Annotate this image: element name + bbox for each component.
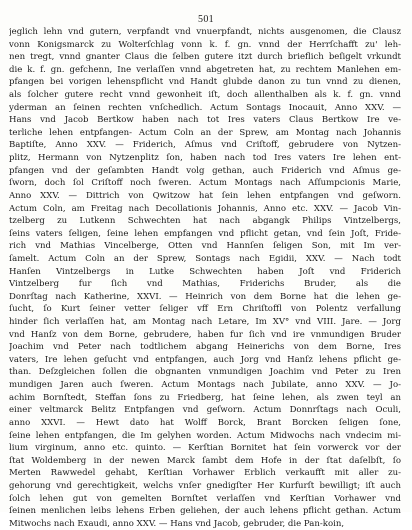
text-line: vnd Hanſz von dem Borne, gebrudere, haben fur ſich vnd ire vnmundigen Bruder bbox=[9, 329, 401, 340]
text-line: Vintzelberg fur ſich vnd Mathias, Friderichs Bruder, als die bbox=[9, 279, 401, 290]
text-line: hinder ſich verlaſſen hat, am Montag nach Letare, Im XV° vnd VIII. Jare. — Jorg bbox=[9, 317, 401, 328]
text-line: pfangen bei vorigen lehenspflicht vnd Handt glubde danon zu tun vnnd zu dienen, bbox=[9, 77, 401, 88]
text-line: pfangen vnd der geſambten Handt volg gethan, auch Friderich vnd Aſmus ge- bbox=[9, 165, 401, 176]
text-line: rich vnd Mathias Vincelberge, Otten vnd Hannſen ſeligen Son, mit Im ver- bbox=[9, 241, 401, 252]
text-line: ſworn, doch ſol Criſtoff noch ſweren. Actum Montags nach Aſſumpcionis Marie, bbox=[9, 178, 401, 189]
text-line: anno XXVI. — Hewt dato hat Wolff Borck, Brant Borcken ſeligen ſone, bbox=[9, 417, 401, 428]
text-line: ſtat Woldemberg in der newen Marck ſambt dem Hofe in der ſtat daſelbſt, ſo bbox=[9, 455, 401, 466]
text-line: gehorung vnd gerechtigkeit, welchs vnſer gnedigſter Her Kurfurſt bewilligt; iſt auch bbox=[9, 480, 401, 491]
text-line: Mitwochs nach Exaudi, anno XXV. — Hans vnd Jacob, gebruder, die Pan-koin, bbox=[9, 518, 345, 529]
text-line: Anno XXV. — Dittrich von Qwitzow hat ſein lehen entpfangen vnd geſworn. bbox=[9, 190, 401, 201]
text-line: terliche lehen entpfangen- Actum Coln an der Sprew, am Montag nach Johannis bbox=[9, 127, 401, 138]
text-line: Joachim vnd Peter nach todtlichem abgang Heinerichs von dem Borne, Ires bbox=[9, 342, 401, 353]
text-line: vonn Konigsmarck zu Wolterſchlag vonn k. f. gn. vnnd der Herrſchafft zu' leh- bbox=[9, 39, 401, 50]
text-line: einer veltmarck Belitz Entpfangen vnd geſworn. Actum Donnrſtags nach Oculi, bbox=[9, 405, 401, 416]
text-line: jeglich lehn vnd gutern, verpfandt vnd vnuerpfandt, nichts ausgenomen, die Clausz bbox=[9, 27, 401, 37]
text-line: Actum Coln, am Freitag nach Decollationis Johannis, Anno etc. XXV. — Jacob Vin- bbox=[9, 203, 401, 214]
text-line: die k. f. gn. gefchenn, Ine verlaſſen vnnd abgetreten hat, zu rechtem Manlehen em- bbox=[9, 64, 401, 75]
text-line: than. Deſzgleichen ſollen die obgnanten vnmundigen Joachim vnd Peter zu Iren bbox=[9, 367, 401, 378]
text-line: Hanſen Vintzelbergs in Lutke Schwechten haben Joſt vnd Friderich bbox=[9, 266, 401, 277]
text-line: yderman an ſeinen rechten vnſchedlich. Actum Sontags Inocauit, Anno XXV. — bbox=[9, 102, 401, 113]
text-line: ſolch lehen gut von gemelten Bornſtet verlaſſen vnd Kerſtian Vorhawer vnd bbox=[9, 493, 401, 504]
text-line: plitz, Hermann von Nytzenplitz ſon, haben nach tod Ires vaters Ire lehen ent- bbox=[9, 153, 401, 164]
text-line: ſeine lehen entpfangen, die Im gelyhen worden. Actum Midwochs nach vndecim mi- bbox=[9, 430, 401, 441]
text-line: ſeins vaters ſeligen, ſeine lehen empfangen vnd pflicht getan, vnd ſein Joſt, Fride- bbox=[9, 228, 401, 239]
text-line: als ſolcher gutere recht vnnd gewonheit iſt, doch allenthalben als k. f. gn. vnnd bbox=[9, 90, 401, 101]
page-number: 501 bbox=[198, 14, 214, 25]
body-text bbox=[9, 26, 401, 530]
text-line: tzelberg zu Lutkenn Schwechten hat nach abgangk Philips Vintzelbergs, bbox=[9, 216, 401, 227]
text-line: nen tregt, vnnd gnanter Claus die ſelben gutere itzt durch brieflich beſigelt vrkundt bbox=[9, 52, 401, 63]
text-line: ſeinen menlichen leibs lehens Erben geliehen, der auch lehens pflicht gethan. Actum bbox=[9, 506, 401, 517]
text-line: Merten Rawwedel gehabt, Kerſtian Vorhawer Erblich verkaufft mit aller zu- bbox=[9, 468, 401, 479]
text-line: achim Bornſtedt, Steffan ſons zu Friedberg, hat ſeine lehen, als zwen teyl an bbox=[9, 392, 401, 403]
text-line: vaters, Ire lehen geſucht vnd entpfangen, auch Jorg vnd Hanſz lehens pflicht ge- bbox=[9, 354, 401, 365]
text-line: ſucht, ſo Kurt ſeiner vetter ſeliger vff Ern Chriſtoffl von Polentz verfallung bbox=[9, 304, 401, 315]
text-line: Hans vnd Jacob Bertkow haben nach tot Ires vaters Claus Bertkow Ire ve- bbox=[9, 115, 401, 126]
text-line: Donrſtag nach Katherine, XXVI. — Heinrich von dem Borne hat die lehen ge- bbox=[9, 291, 401, 302]
text-line: lium virginum, anno etc. quinto. — Kerſtian Bornitet hat ſein vorwerck vor der bbox=[9, 443, 401, 454]
text-line: ſamelt. Actum Coln an der Sprew, Sontags nach Egidii, XXV. — Nach todt bbox=[9, 253, 401, 264]
text-line: mundigen Jaren auch ſweren. Actum Montags nach Jubilate, anno XXV. — Jo- bbox=[9, 380, 401, 391]
text-line: Baptiſte, Anno XXV. — Friderich, Aſmus vnd Criſtoff, gebrudere von Nytzen- bbox=[9, 140, 401, 151]
